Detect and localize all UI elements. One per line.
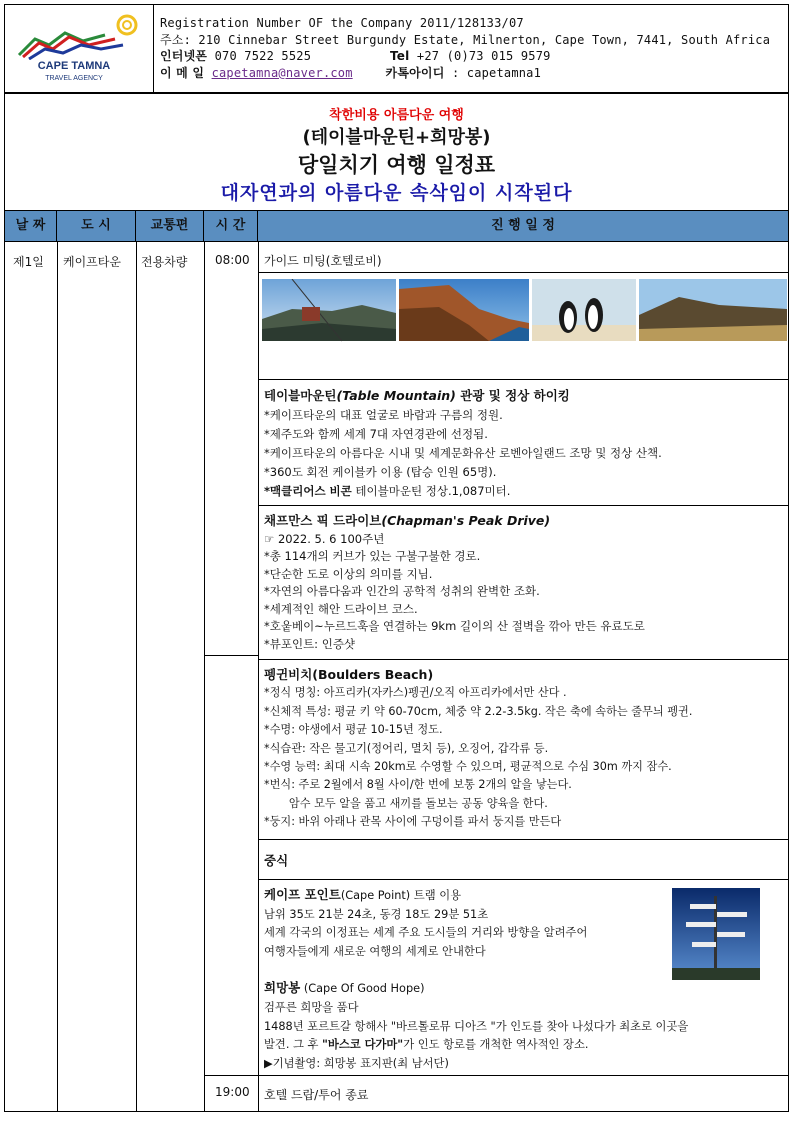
list-item: *둥지: 바위 아래나 관목 사이에 구덩이를 파서 둥지를 만든다 [264, 815, 562, 829]
list-item: *자연의 아름다움과 인간의 공학적 성취의 완벽한 조화. [264, 584, 540, 598]
tour-name: (테이블마운틴+희망봉) [302, 127, 491, 148]
list-item: 여행자들에게 새로운 여행의 세계로 안내한다 [264, 944, 486, 958]
tel-label: Tel [390, 49, 410, 63]
table-mountain-title-ko: 테이블마운틴 [264, 388, 337, 403]
table-mountain-title-rest: 관광 및 정상 하이킹 [455, 388, 570, 403]
list-item: ☞ 2022. 5. 6 100주년 [264, 531, 385, 546]
penguin-photo [532, 279, 636, 341]
page-title: 당일치기 여행 일정표 [297, 153, 496, 177]
table-mountain-title [264, 386, 782, 406]
subtitle-red: 착한비용 아름다운 여행 [329, 108, 464, 123]
hope-text: 발견. 그 후 [264, 1038, 323, 1052]
list-item [264, 1036, 782, 1055]
list-item [264, 482, 782, 501]
chapmans-peak-section [258, 505, 788, 655]
cape-point-title-rest: (Cape Point) 트램 이용 [340, 889, 462, 902]
photo-row [258, 272, 788, 379]
chapmans-title-en: (Chapman's Peak Drive) [381, 513, 551, 528]
meeting-row [258, 242, 788, 272]
hope-title-bold: 희망봉 [264, 980, 301, 996]
header-time: 시 간 [204, 211, 258, 241]
list-item: 남위 35도 21분 24초, 동경 18도 29분 51초 [264, 907, 489, 921]
header-date: 날 짜 [5, 211, 57, 241]
table-mountain-section [258, 379, 788, 501]
vasco-da-gama: "바스코 다가마" [322, 1038, 404, 1052]
header-schedule: 진 행 일 정 [491, 218, 555, 233]
lunch-section [258, 839, 788, 879]
start-time: 08:00 [215, 253, 250, 267]
penguin-section [258, 659, 788, 839]
kakao-label: 카톡아이디 [385, 65, 445, 80]
kakao-id: : capetamna1 [451, 65, 542, 80]
end-row [258, 1075, 788, 1111]
list-item: *케이프타운의 아름다운 시내 및 세계문화유산 로벤아일랜드 조망 및 정상 산책. [264, 446, 662, 460]
company-info [160, 15, 770, 81]
list-item: 암수 모두 알을 품고 새끼를 돌보는 공동 양육을 한다. [264, 796, 548, 810]
list-item: *세계적인 해안 드라이브 코스. [264, 601, 418, 616]
list-item: *단순한 도로 이상의 의미를 지님. [264, 566, 433, 581]
table-header [5, 210, 788, 242]
list-item: *번식: 주로 2월에서 8월 사이/한 번에 보통 2개의 알을 낳는다. [264, 778, 572, 792]
column-divider [57, 242, 58, 1112]
lunch-title: 중식 [264, 853, 289, 868]
hope-title-rest: (Cape Of Good Hope) [300, 982, 425, 996]
end-time: 19:00 [215, 1085, 250, 1099]
header-transport: 교통편 [136, 211, 204, 241]
cape-of-good-hope-photo [639, 279, 787, 341]
logo-mountain-icon [5, 5, 151, 60]
vasco-text: 가 인도 항로를 개척한 역사적인 장소. [403, 1038, 589, 1052]
signpost-photo [672, 888, 760, 980]
list-item: *신체적 특성: 평균 키 약 60-70cm, 체중 약 2.2-3.5kg. 작은 축에 속하는 줄무늬 펭귄. [264, 704, 693, 718]
header-city: 도 시 [57, 211, 136, 241]
column-divider [136, 242, 137, 1112]
beacon-text: 테이블마운틴 정상.1,087미터. [351, 484, 511, 498]
list-item: 검푸른 희망을 품다 [264, 1000, 359, 1014]
chapmans-title-ko: 채프만스 픽 드라이브 [264, 513, 382, 528]
meeting-text: 가이드 미팅(호텔로비) [264, 254, 382, 268]
tel-number: +27 (0)73 015 9579 [416, 49, 551, 63]
title-block [5, 94, 788, 208]
itinerary-page [4, 4, 789, 1112]
company-header [5, 5, 788, 94]
phone-row [160, 48, 770, 65]
time-divider [204, 1075, 258, 1076]
list-item: 1488년 포르트갈 항해사 "바르톨로뮤 디아즈 "가 인도를 찾아 나섰다가 최초로 이곳을 [264, 1019, 689, 1033]
list-item: *수명: 야생에서 평균 10-15년 정도. [264, 723, 443, 737]
list-item: *총 114개의 커브가 있는 구불구불한 경로. [264, 549, 481, 563]
list-item: *케이프타운의 대표 얼굴로 바람과 구름의 정원. [264, 408, 503, 422]
photo-strip [262, 279, 792, 349]
list-item: *360도 회전 케이블카 이용 (탑승 인원 65명). [264, 465, 497, 479]
chapmans-peak-photo [399, 279, 529, 341]
email-row [160, 65, 770, 82]
city-name: 케이프타운 [63, 255, 121, 269]
table-mountain-photo [262, 279, 396, 341]
slogan: 대자연과의 아름다운 속삭임이 시작된다 [220, 182, 573, 204]
beacon-label: *맥클리어스 비콘 [264, 484, 352, 498]
list-item: *호웉베이~누르드훅을 연결하는 9km 길이의 산 절벽을 깎아 만든 유료도로 [264, 619, 645, 633]
table-mountain-title-en: (Table Mountain) [336, 388, 456, 403]
transport-type: 전용차량 [141, 255, 188, 269]
cape-of-good-hope-title [264, 979, 782, 999]
list-item: ▶기념촬영: 희망봉 표지판(최 남서단) [264, 1056, 449, 1070]
penguin-title: 펭귄비치(Boulders Beach) [264, 667, 434, 682]
cape-point-title-bold: 케이프 포인트 [264, 887, 341, 902]
logo-subtitle: TRAVEL AGENCY [45, 75, 103, 82]
column-divider [204, 242, 205, 1112]
list-item: *식습관: 작은 물고기(정어리, 멸치 등), 오징어, 갑각류 등. [264, 741, 549, 755]
phone-label: 인터넷폰 [160, 49, 208, 63]
phone-number: 070 7522 5525 [214, 49, 312, 63]
email-label: 이 메 일 [160, 65, 205, 80]
list-item: *뷰포인트: 인증샷 [264, 636, 356, 651]
chapmans-peak-title [264, 512, 782, 531]
list-item: 세계 각국의 이정표는 세계 주요 도시들의 거리와 방향을 알려주어 [264, 926, 588, 940]
list-item: *수영 능력: 최대 시속 20km로 수영할 수 있으며, 평균적으로 수심 30m 까지 잠수. [264, 760, 672, 774]
registration-number: Registration Number OF the Company 2011/128133/07 [160, 16, 524, 30]
cape-point-section [258, 879, 788, 1075]
end-text: 호텔 드랍/투어 종료 [264, 1088, 369, 1102]
logo [5, 5, 154, 92]
time-divider [204, 655, 258, 656]
address: 주소: 210 Cinnebar Street Burgundy Estate, Milnerton, Cape Town, 7441, South Africa [160, 32, 771, 47]
email-link[interactable]: capetamna@naver.com [211, 65, 353, 80]
day-label: 제1일 [13, 255, 44, 269]
list-item: *정식 명칭: 아프리카(자카스)펭귄/오직 아프리카에서만 산다 . [264, 686, 567, 700]
list-item: *제주도와 함께 세계 7대 자연경관에 선정됨. [264, 427, 488, 441]
logo-name: CAPE TAMNA [37, 60, 111, 72]
